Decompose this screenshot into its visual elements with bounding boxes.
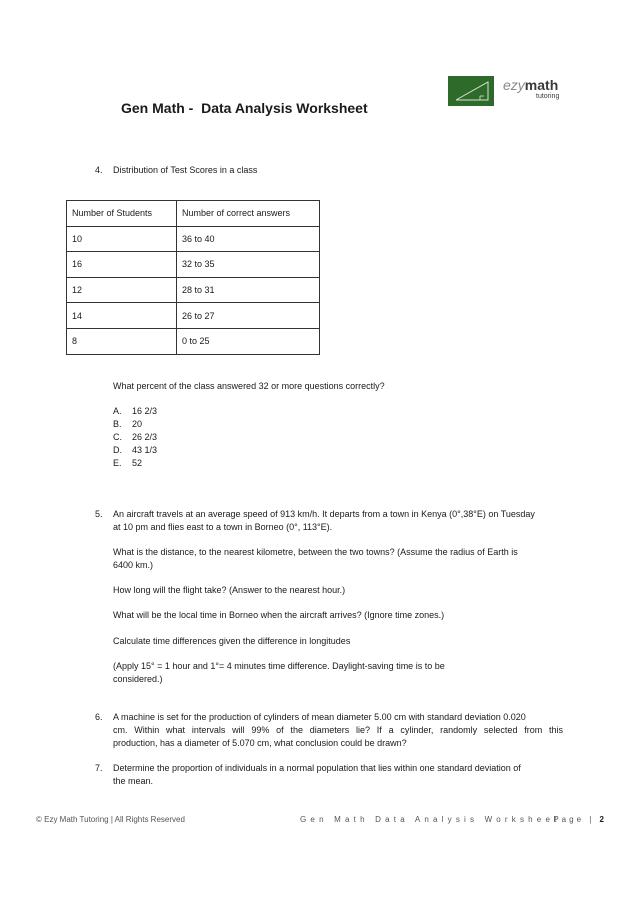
option-letter: B. <box>113 419 122 429</box>
q5-part-distance: 6400 km.) <box>113 560 154 570</box>
q5-note: considered.) <box>113 674 163 684</box>
footer-page-label: Page <box>553 815 585 824</box>
footer-document-title: Gen Math Data Analysis Worksheet <box>300 815 561 824</box>
footer-copyright: © Ezy Math Tutoring | All Rights Reserved <box>36 815 185 824</box>
q5-part-distance: What is the distance, to the nearest kilometre, between the two towns? (Assume the radius of Earth is <box>113 547 518 557</box>
q5-note: (Apply 15° = 1 hour and 1°= 4 minutes time difference. Daylight-saving time is to be <box>113 661 445 671</box>
q4-number: 4. <box>95 165 103 175</box>
score-table <box>66 200 320 355</box>
logo-math: math <box>524 77 559 93</box>
option-letter: D. <box>113 445 122 455</box>
table-cell: 16 <box>67 252 177 278</box>
option-c <box>113 431 157 444</box>
q4-question: What percent of the class answered 32 or more questions correctly? <box>113 381 385 391</box>
option-text: 20 <box>132 419 143 429</box>
option-letter: A. <box>113 406 122 416</box>
option-letter: C. <box>113 432 122 442</box>
table-cell: 8 <box>67 328 177 354</box>
q7-line: the mean. <box>113 776 154 786</box>
q6-line: A machine is set for the production of cylinders of mean diameter 5.00 cm with standard deviation 0.020 <box>113 712 526 722</box>
logo-ezy: ezy <box>503 77 525 93</box>
option-d <box>113 444 157 457</box>
chalkboard-triangle-icon <box>448 76 494 106</box>
table-header-row <box>67 201 320 227</box>
logo-tagline: tutoring <box>536 93 560 100</box>
table-cell: 10 <box>67 226 177 252</box>
q5-line: at 10 pm and flies east to a town in Borneo (0°, 113°E). <box>113 522 333 532</box>
q5-line: An aircraft travels at an average speed of 913 km/h. It departs from a town in Kenya (0°,38°E) on Tuesday <box>113 509 535 519</box>
q5-part-local-time: What will be the local time in Borneo when the aircraft arrives? (Ignore time zones.) <box>113 610 445 620</box>
option-text: 52 <box>132 458 143 468</box>
table-cell: 36 to 40 <box>177 226 320 252</box>
q6-line: production, has a diameter of 5.070 cm, what conclusion could be drawn? <box>113 738 407 748</box>
option-letter: E. <box>113 458 122 468</box>
table-cell: 0 to 25 <box>177 328 320 354</box>
ezy-math-logo <box>448 76 576 106</box>
footer-page-number: 2 <box>599 815 604 824</box>
table-row <box>67 328 320 354</box>
q4-text: Distribution of Test Scores in a class <box>113 165 258 175</box>
table-cell: 32 to 35 <box>177 252 320 278</box>
option-b <box>113 418 142 431</box>
option-text: 43 1/3 <box>132 445 158 455</box>
option-text: 16 2/3 <box>132 406 158 416</box>
option-a <box>113 405 157 418</box>
q5-number: 5. <box>95 509 103 519</box>
table-header-cell: Number of correct answers <box>177 201 320 227</box>
page-title: Gen Math - Data Analysis Worksheet <box>121 100 368 116</box>
table-row <box>67 226 320 252</box>
table-cell: 14 <box>67 303 177 329</box>
option-text: 26 2/3 <box>132 432 158 442</box>
q6-number: 6. <box>95 712 103 722</box>
table-row <box>67 252 320 278</box>
logo-wordmark <box>503 78 558 92</box>
table-row <box>67 303 320 329</box>
q7-line: Determine the proportion of individuals in a normal population that lies within one standard deviation of <box>113 763 521 773</box>
footer-page-indicator: Page | 2 <box>553 815 604 824</box>
q6-line: cm. Within what intervals will 99% of the diameters lie? If a cylinder, randomly selected from this <box>113 725 563 735</box>
q5-part-time-difference: Calculate time differences given the difference in longitudes <box>113 636 351 646</box>
table-header-cell: Number of Students <box>67 201 177 227</box>
table-cell: 26 to 27 <box>177 303 320 329</box>
q7-number: 7. <box>95 763 103 773</box>
table-cell: 28 to 31 <box>177 277 320 303</box>
table-row <box>67 277 320 303</box>
table-cell: 12 <box>67 277 177 303</box>
option-e <box>113 457 142 470</box>
page-footer <box>36 815 604 829</box>
q5-part-duration: How long will the flight take? (Answer to the nearest hour.) <box>113 585 346 595</box>
